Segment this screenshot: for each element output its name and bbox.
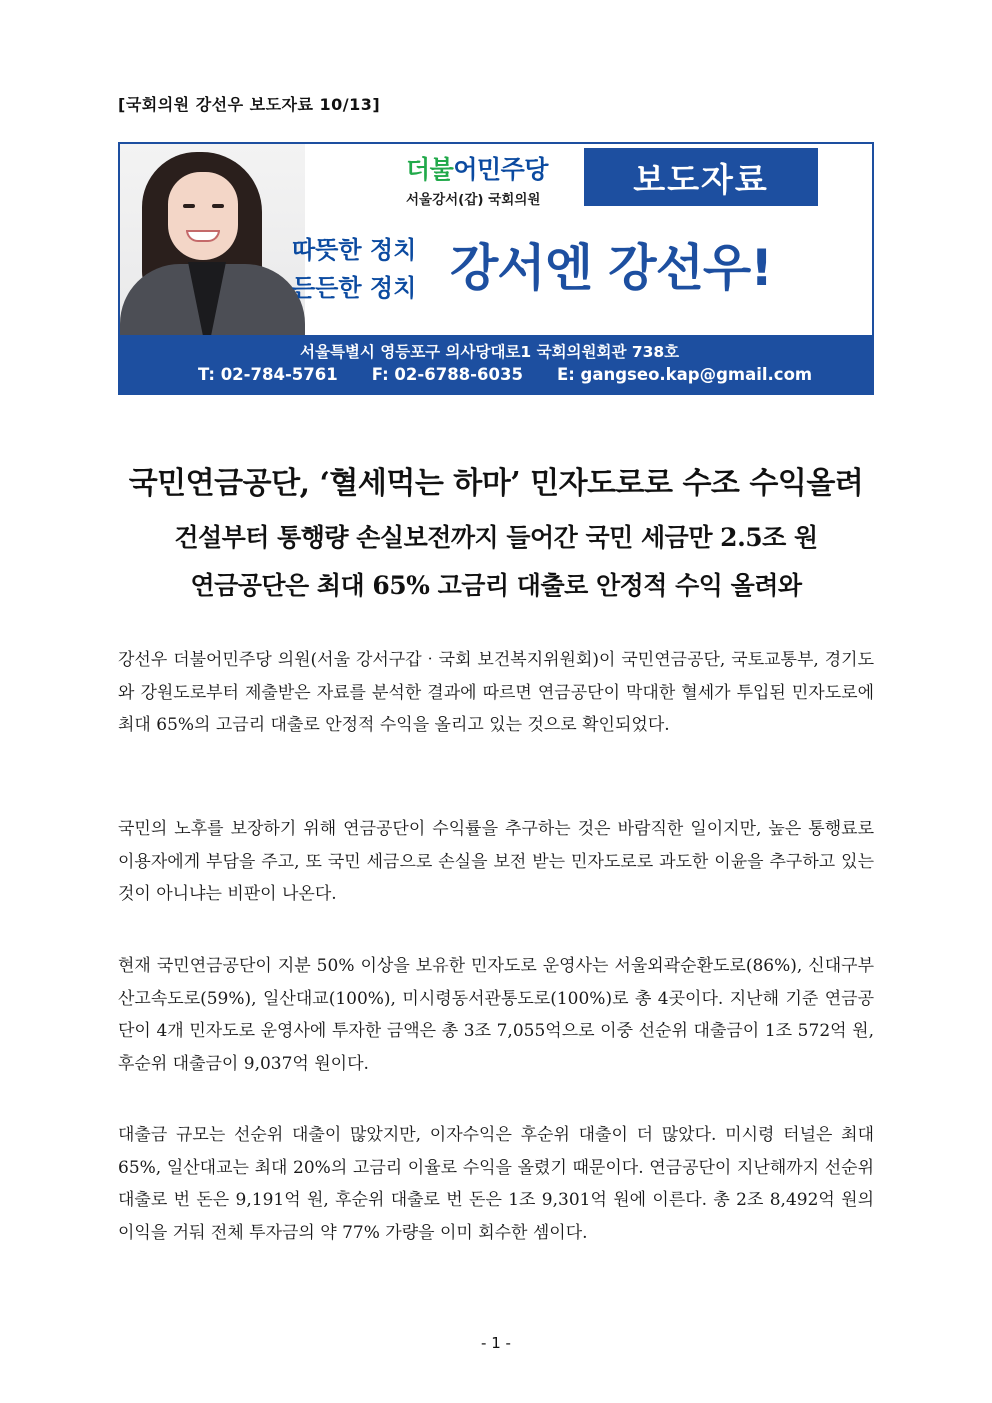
page-number: - 1 - [481, 1334, 511, 1352]
press-banner [118, 142, 874, 395]
subheadline-2: 연금공단은 최대 65% 고금리 대출로 안정적 수익 올려와 [190, 571, 802, 600]
press-release-tag: [국회의원 강선우 보도자료 10/13] [118, 95, 381, 114]
body-paragraph-1: 강선우 더불어민주당 의원(서울 강서구갑‧국회 보건복지위원회)이 국민연금공단, 국토교통부, 경기도와 강원도로부터 제출받은 자료를 분석한 결과에 따르면 연금공단이 막대한 혈세가 투입된 민자도로에 최대 65%의 고금리 대출로 안정적 수익을 올리고 있는 것으로 확인되었다. [118, 650, 874, 735]
body-paragraph-4: 대출금 규모는 선순위 대출이 많았지만, 이자수익은 후순위 대출이 더 많았다. 미시령 터널은 최대 65%, 일산대교는 최대 20%의 고금리 이율로 수익을 올렸기 때문이다. 연금공단이 지난해까지 선순위 대출로 번 돈은 9,191억 원, 후순위 대출로 번 돈은 1조 9,301억 원에 이른다. 총 2조 8,492억 원의 이익을 거둬 전체 투자금의 약 77% 가량을 이미 회수한 셈이다. [118, 1125, 874, 1243]
body-paragraph-3: 현재 국민연금공단이 지분 50% 이상을 보유한 민자도로 운영사는 서울외곽순환도로(86%), 신대구부산고속도로(59%), 일산대교(100%), 미시령동서관통도로(100%)로 총 4곳이다. 지난해 기준 연금공단이 4개 민자도로 운영사에 투자한 금액은 총 3조 7,055억으로 이중 선순위 대출금이 1조 572억 원, 후순위 대출금이 9,037억 원이다. [118, 956, 874, 1074]
lawmaker-photo [120, 144, 305, 335]
main-headline: 국민연금공단, ‘혈세먹는 하마’ 민자도로로 수조 수익올려 [128, 466, 864, 501]
body-paragraph-2: 국민의 노후를 보장하기 위해 연금공단이 수익률을 추구하는 것은 바람직한 일이지만, 높은 통행료로 이용자에게 부담을 주고, 또 국민 세금으로 손실을 보전 받는 민자도로로 과도한 이윤을 추구하고 있는 것이 아니냐는 비판이 나온다. [118, 819, 874, 904]
email-address: E: gangseo.kap@gmail.com [556, 365, 813, 384]
phone-number: T: 02-784-5761 [198, 365, 338, 384]
party-logo: 더불어민주당 [406, 155, 548, 184]
contact-row [198, 365, 812, 384]
press-release-label: 보도자료 [584, 148, 818, 206]
banner-tagline: 강서엔 강선우! [450, 239, 773, 297]
subheadline-1: 건설부터 통행량 손실보전까지 들어간 국민 세금만 2.5조 원 [174, 523, 818, 552]
district-label: 서울강서(갑) 국회의원 [406, 192, 541, 208]
slogan-line-1: 따뜻한 정치 [292, 236, 417, 264]
fax-number: F: 02-6788-6035 [371, 365, 523, 384]
office-address: 서울특별시 영등포구 의사당대로1 국회의원회관 738호 [300, 343, 680, 361]
slogan-line-2: 든든한 정치 [292, 274, 417, 302]
contact-band [120, 335, 872, 395]
